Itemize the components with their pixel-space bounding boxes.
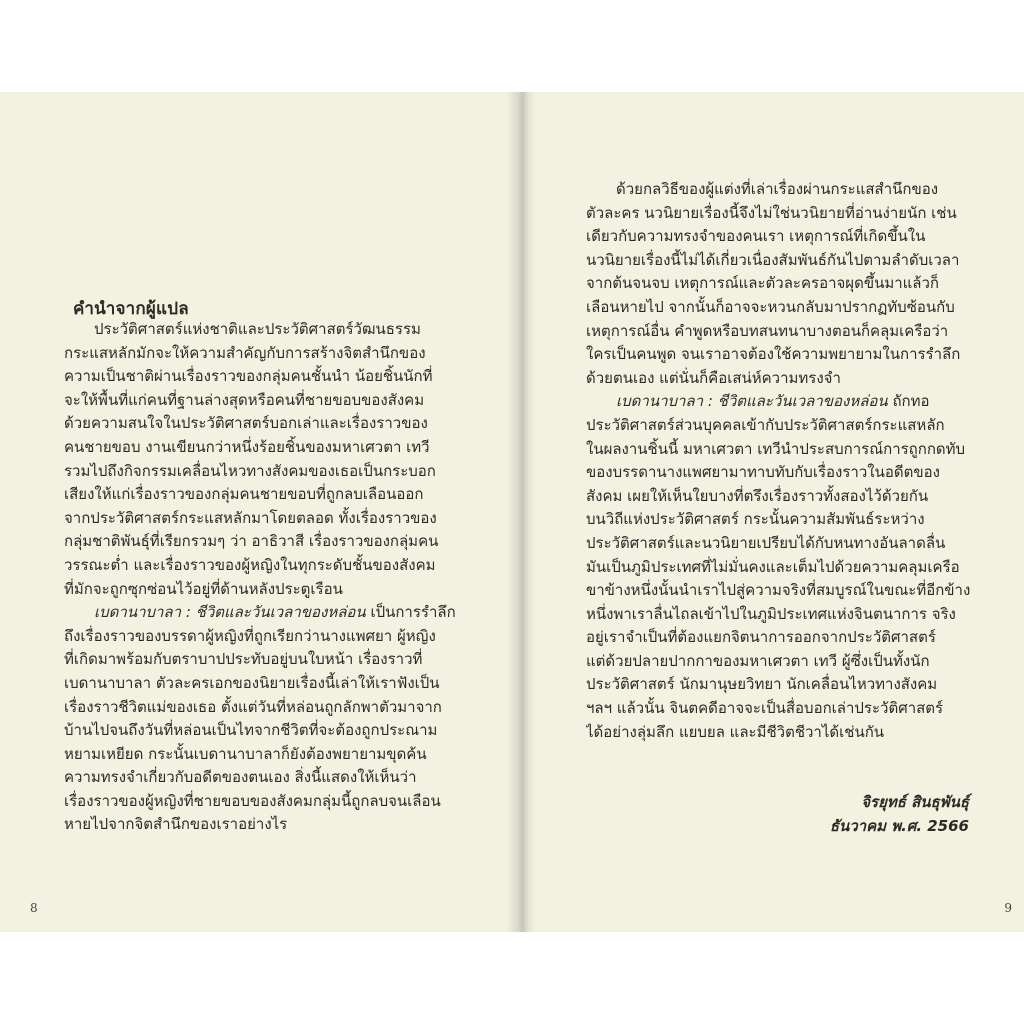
text-line: กลุ่มชาติพันธุ์ที่เรียกรวมๆ ว่า อาธิวาสี เรื่องราวของกลุ่มคน [64,532,439,551]
text-line: เหตุการณ์อื่น คำพูดหรือบทสนทนาบางตอนก็คลุมเครือว่า [586,321,949,340]
text-line: นวนิยายเรื่องนี้ไม่ได้เกี่ยวเนื่องสัมพันธ์กันไปตามลำดับเวลา [586,250,960,269]
book-spread [0,92,1024,932]
text-line: ด้วยกลวิธีของผู้แต่งที่เล่าเรื่องผ่านกระแสสำนึกของ [616,180,939,198]
text-line: ได้อย่างลุ่มลึก แยบยล และมีชีวิตชีวาได้เช่นกัน [586,722,885,741]
text-line: เรื่องราวชีวิตแม่ของเธอ ตั้งแต่วันที่หล่อนถูกลักพาตัวมาจาก [64,697,442,716]
text-line: คนชายขอบ งานเขียนกว่าหนึ่งร้อยชิ้นของมหาเศวตา เทวี [64,437,430,456]
text-line: บ้านไปจนถึงวันที่หล่อนเป็นไทจากชีวิตที่จะต้องถูกประณาม [64,721,438,740]
text-line: รวมไปถึงกิจกรรมเคลื่อนไหวทางสังคมของเธอเป็นกระบอก [64,461,436,480]
text-line [64,601,468,625]
text-line: ใครเป็นคนพูด จนเราอาจต้องใช้ความพยายามในการรำลึก [586,345,961,364]
left-page-body [64,318,468,837]
text-line: ในผลงานชิ้นนี้ มหาเศวตา เทวีนำประสบการณ์การถูกกดทับ [586,439,966,458]
text-fragment: ถักทอ [887,392,930,411]
text-line: ด้วยตนเอง แต่นั่นก็คือเสน่ห์ความทรงจำ [586,368,841,387]
translator-signature: จิรยุทธ์ สินธุพันธุ์ [861,793,969,811]
text-line: ประวัติศาสตร์ส่วนบุคคลเข้ากับประวัติศาสตร์กระแสหลัก [586,415,945,434]
text-line: ความทรงจำเกี่ยวกับอดีตของตนเอง สิ่งนี้แสดงให้เห็นว่า [64,768,417,787]
text-line: เรื่องราวของผู้หญิงที่ชายขอบของสังคมกลุ่มนี้ถูกลบจนเลือน [64,791,441,810]
right-page-body [586,178,1004,744]
text-line: วรรณะต่ำ และเรื่องราวของผู้หญิงในทุกระดับชั้นของสังคม [64,555,436,574]
page-number: 9 [1004,901,1012,915]
book-title: เบดานาบาลา : ชีวิตและวันเวลาของหล่อน [94,603,366,622]
text-line: กระแสหลักมักจะให้ความสำคัญกับการสร้างจิตสำนึกของ [64,343,426,362]
text-line: ประวัติศาสตร์และนวนิยายเปรียบได้กับหนทางอันลาดลื่น [586,533,946,552]
text-line: ของบรรดานางแพศยามาทาบทับกับเรื่องราวในอดีตของ [586,463,940,482]
text-line: จะให้พื้นที่แก่คนที่ฐานล่างสุดหรือคนที่ชายขอบของสังคม [64,390,425,409]
book-title: เบดานาบาลา : ชีวิตและวันเวลาของหล่อน [616,392,888,411]
text-line: เสียงให้แก่เรื่องราวของกลุ่มคนชายขอบที่ถูกลบเลือนออก [64,485,424,504]
text-line: หนึ่งพาเราลื่นไถลเข้าไปในภูมิประเทศแห่งจินตนาการ จริง [586,604,956,623]
text-line: ตัวละคร นวนิยายเรื่องนี้จึงไม่ใช่นวนิยายที่อ่านง่ายนัก เช่น [586,203,957,222]
text-line: แต่ด้วยปลายปากกาของมหาเศวตา เทวี ผู้ซึ่งเป็นทั้งนัก [586,651,930,670]
text-line: หยามเหยียด กระนั้นเบดานาบาลาก็ยังต้องพยายามขุดค้น [64,744,427,763]
text-line: จากต้นจนจบ เหตุการณ์และตัวละครอาจผุดขึ้นมาแล้วก็ [586,274,939,293]
text-line: อยู่เราจำเป็นที่ต้องแยกจิตนาการออกจากประวัติศาสตร์ [586,628,936,647]
signature-date: ธันวาคม พ.ศ. 2566 [829,817,969,835]
text-line: ที่เกิดมาพร้อมกับตราบาปประทับอยู่บนใบหน้า เรื่องราวที่ [64,650,423,669]
text-line: บนวิถีแห่งประวัติศาสตร์ กระนั้นความสัมพันธ์ระหว่าง [586,510,925,529]
text-fragment: เป็นการรำลึก [365,603,456,622]
text-line: ขาข้างหนึ่งนั้นนำเราไปสู่ความจริงที่สมบูรณ์ในขณะที่อีกข้าง [586,581,971,600]
text-line: ความเป็นชาติผ่านเรื่องราวของกลุ่มคนชั้นนำ น้อยชิ้นนักที่ [64,367,433,386]
text-line: ที่มักจะถูกซุกซ่อนไว้อยู่ที่ด้านหลังประตูเรือน [64,579,343,598]
left-page [0,92,518,932]
text-line: หายไปจากจิตสำนึกของเราอย่างไร [64,815,288,834]
text-line: ประวัติศาสตร์ นักมานุษยวิทยา นักเคลื่อนไหวทางสังคม [586,675,938,694]
text-line: เบดานาบาลา ตัวละครเอกของนิยายเรื่องนี้เล่าให้เราฟังเป็น [64,673,440,692]
text-line: จากประวัติศาสตร์กระแสหลักมาโดยตลอด ทั้งเรื่องราวของ [64,508,437,527]
page-number: 8 [30,901,38,915]
text-line: ประวัติศาสตร์แห่งชาติและประวัติศาสตร์วัฒนธรรม [94,320,421,338]
text-line: ฯลฯ แล้วนั้น จินตคดีอาจจะเป็นสื่อบอกเล่าประวัติศาสตร์ [586,699,944,718]
text-line: เลือนหายไป จากนั้นก็อาจจะหวนกลับมาปรากฏทับซ้อนกับ [586,297,955,316]
page-heading: คำนำจากผู้แปล [73,299,189,319]
text-line: สังคม เผยให้เห็นใยบางที่ตรึงเรื่องราวทั้งสองไว้ด้วยกัน [586,486,929,505]
text-line: ด้วยความสนใจในประวัติศาสตร์บอกเล่าและเรื่องราวของ [64,414,428,433]
text-line: เดียวกับความทรงจำของคนเรา เหตุการณ์ที่เกิดขึ้นใน [586,227,926,246]
text-line: มันเป็นภูมิประเทศที่ไม่มั่นคงและเต็มไปด้วยความคลุมเครือ [586,557,960,576]
right-page [528,92,1024,932]
text-line [586,390,1004,414]
text-line: ถึงเรื่องราวของบรรดาผู้หญิงที่ถูกเรียกว่านางแพศยา ผู้หญิง [64,626,436,645]
